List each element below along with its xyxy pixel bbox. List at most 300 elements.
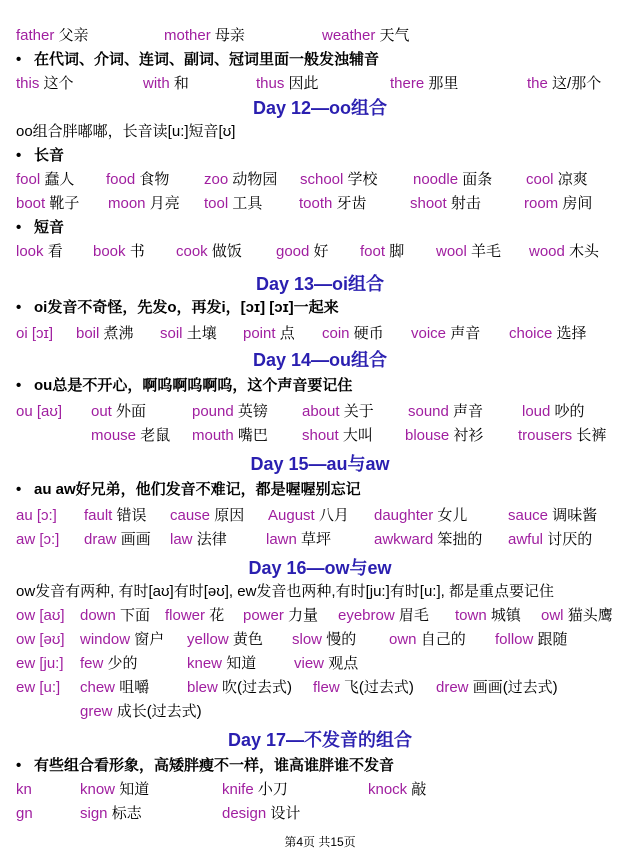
english-word: boil — [76, 325, 100, 342]
word-entry — [91, 400, 146, 424]
bullet-line — [0, 48, 640, 72]
word-row — [0, 628, 640, 652]
english-word: knew — [187, 655, 223, 672]
chinese-meaning: 女儿 — [437, 507, 468, 524]
word-entry — [80, 628, 164, 652]
section-title: Day 16—ow与ew — [248, 558, 392, 578]
english-word: food — [106, 171, 136, 188]
english-word: lawn — [266, 531, 297, 548]
english-word: this — [16, 75, 40, 92]
bullet-text: ou总是不开心，啊呜啊呜啊呜，这个声音要记住 — [34, 377, 353, 394]
bullet-icon: • — [16, 377, 22, 394]
english-word: school — [300, 171, 344, 188]
chinese-meaning: 长裤 — [576, 427, 607, 444]
english-word: trousers — [518, 427, 573, 444]
word-row — [0, 168, 640, 192]
chinese-meaning: 蠢人 — [44, 171, 75, 188]
chinese-meaning: 关于 — [343, 403, 374, 420]
word-entry — [522, 400, 585, 424]
chinese-meaning: 笨拙的 — [437, 531, 483, 548]
english-word: owl — [541, 607, 564, 624]
chinese-meaning: 力量 — [288, 607, 319, 624]
bullet-icon: • — [16, 51, 22, 68]
english-word: cause — [170, 507, 211, 524]
english-word: wool — [436, 243, 467, 260]
chinese-meaning: 跟随 — [537, 631, 568, 648]
word-entry — [411, 322, 480, 346]
english-word: there — [390, 75, 425, 92]
bullet-text: 短音 — [34, 219, 65, 236]
word-entry — [108, 192, 180, 216]
bullet-line — [0, 296, 640, 320]
english-word: cook — [176, 243, 208, 260]
section-title: Day 12—oo组合 — [252, 98, 388, 118]
english-word: view — [294, 655, 325, 672]
word-row — [0, 700, 640, 724]
chinese-meaning: 小刀 — [257, 781, 288, 798]
english-word: good — [276, 243, 310, 260]
word-entry — [374, 504, 467, 528]
bullet-icon: • — [16, 219, 22, 236]
chinese-meaning: 动物园 — [232, 171, 278, 188]
chinese-meaning: 点 — [279, 325, 295, 342]
chinese-meaning: 猫头鹰 — [567, 607, 613, 624]
english-word: kn — [16, 781, 32, 798]
chinese-meaning: 调味酱 — [552, 507, 598, 524]
chinese-meaning: 看 — [47, 243, 63, 260]
english-word: slow — [292, 631, 323, 648]
word-entry — [302, 400, 374, 424]
english-word: pound — [192, 403, 234, 420]
english-word: au [ɔ:] — [16, 507, 57, 524]
english-word: gn — [16, 805, 33, 822]
english-word: daughter — [374, 507, 434, 524]
word-entry — [16, 168, 74, 192]
word-entry — [204, 168, 277, 192]
word-row — [0, 72, 640, 96]
english-word: ew [u:] — [16, 679, 61, 696]
word-entry — [495, 628, 568, 652]
word-row — [0, 504, 640, 528]
english-word: yellow — [187, 631, 229, 648]
english-word: own — [389, 631, 417, 648]
word-entry — [526, 168, 588, 192]
word-entry — [80, 676, 149, 700]
word-row — [0, 24, 640, 48]
word-entry — [16, 652, 64, 676]
chinese-meaning: 观点 — [328, 655, 359, 672]
word-entry — [527, 72, 601, 96]
english-word: tooth — [299, 195, 333, 212]
english-word: ou [aʊ] — [16, 403, 63, 420]
english-word: down — [80, 607, 116, 624]
chinese-meaning: 窗户 — [134, 631, 165, 648]
english-word: thus — [256, 75, 285, 92]
word-entry — [16, 400, 62, 424]
chinese-meaning: 老鼠 — [140, 427, 171, 444]
word-entry — [268, 504, 349, 528]
page-footer: 第4页 共15页 — [284, 835, 356, 849]
bullet-line — [0, 144, 640, 168]
word-row — [0, 778, 640, 802]
chinese-meaning: 咀嚼 — [119, 679, 150, 696]
word-entry — [436, 676, 558, 700]
english-word: blew — [187, 679, 218, 696]
english-word: law — [170, 531, 193, 548]
word-entry — [389, 628, 466, 652]
word-entry — [299, 192, 367, 216]
english-word: voice — [411, 325, 447, 342]
word-entry — [170, 528, 227, 552]
bullet-line — [0, 754, 640, 778]
chinese-meaning: 牙齿 — [336, 195, 367, 212]
english-word: design — [222, 805, 267, 822]
chinese-meaning: 讨厌的 — [547, 531, 593, 548]
bullet-text: 在代词、介词、连词、副词、冠词里面一般发浊辅音 — [34, 51, 380, 68]
word-entry — [16, 504, 57, 528]
chinese-meaning: 因此 — [288, 75, 319, 92]
chinese-meaning: 设计 — [270, 805, 301, 822]
note-line — [0, 120, 640, 144]
english-word: fool — [16, 171, 41, 188]
bullet-icon: • — [16, 757, 22, 774]
word-entry — [368, 778, 426, 802]
chinese-meaning: 书 — [129, 243, 145, 260]
word-entry — [106, 168, 169, 192]
chinese-meaning: 天气 — [379, 27, 410, 44]
english-word: follow — [495, 631, 534, 648]
word-entry — [80, 652, 138, 676]
chinese-meaning: 下面 — [120, 607, 151, 624]
note-line — [0, 580, 640, 604]
chinese-meaning: 大叫 — [342, 427, 373, 444]
chinese-meaning: 画画(过去式) — [472, 679, 558, 696]
english-word: drew — [436, 679, 469, 696]
bullet-text: oi发音不奇怪，先发o，再发i，[ɔɪ] [ɔɪ]一起来 — [34, 299, 339, 316]
bullet-icon: • — [16, 147, 22, 164]
word-entry — [204, 192, 262, 216]
bullet-icon: • — [16, 299, 22, 316]
word-entry — [256, 72, 319, 96]
word-entry — [187, 652, 256, 676]
chinese-meaning: 面条 — [462, 171, 493, 188]
word-entry — [91, 424, 170, 448]
english-word: blouse — [405, 427, 450, 444]
word-entry — [313, 676, 414, 700]
word-entry — [76, 322, 134, 346]
word-entry — [80, 778, 149, 802]
word-entry — [508, 504, 597, 528]
word-row — [0, 604, 640, 628]
word-entry — [84, 504, 147, 528]
word-entry — [405, 424, 483, 448]
english-word: moon — [108, 195, 146, 212]
word-entry — [322, 24, 410, 48]
english-word: with — [143, 75, 170, 92]
english-word: choice — [509, 325, 553, 342]
chinese-meaning: 慢的 — [326, 631, 357, 648]
word-entry — [338, 604, 429, 628]
chinese-meaning: 月亮 — [149, 195, 180, 212]
english-word: sign — [80, 805, 108, 822]
word-entry — [410, 192, 481, 216]
english-word: point — [243, 325, 276, 342]
chinese-meaning: 这/那个 — [552, 75, 602, 92]
english-word: mouth — [192, 427, 234, 444]
word-entry — [192, 400, 268, 424]
word-row — [0, 240, 640, 264]
english-word: noodle — [413, 171, 459, 188]
bullet-line — [0, 478, 640, 502]
english-word: fault — [84, 507, 113, 524]
word-entry — [243, 604, 318, 628]
word-entry — [390, 72, 458, 96]
word-entry — [509, 322, 587, 346]
english-word: about — [302, 403, 340, 420]
word-entry — [529, 240, 599, 264]
english-word: ow [əʊ] — [16, 631, 65, 648]
chinese-meaning: 硬币 — [353, 325, 384, 342]
chinese-meaning: 学校 — [347, 171, 378, 188]
word-entry — [170, 504, 244, 528]
chinese-meaning: 黄色 — [232, 631, 263, 648]
word-entry — [300, 168, 378, 192]
english-word: book — [93, 243, 126, 260]
chinese-meaning: 声音 — [453, 403, 484, 420]
section-title: Day 15—au与aw — [250, 454, 390, 474]
word-entry — [80, 802, 142, 826]
word-entry — [16, 802, 33, 826]
english-word: aw [ɔ:] — [16, 531, 60, 548]
english-word: flower — [165, 607, 206, 624]
english-word: weather — [322, 27, 376, 44]
chinese-meaning: 眉毛 — [398, 607, 429, 624]
chinese-meaning: 做饭 — [211, 243, 242, 260]
chinese-meaning: 自己的 — [420, 631, 466, 648]
note-text: oo组合胖嘟嘟，长音读[u:]短音[ʊ] — [16, 123, 236, 140]
word-row — [0, 802, 640, 826]
bullet-text: 有些组合看形象，高矮胖瘦不一样，谁高谁胖谁不发音 — [34, 757, 395, 774]
english-word: loud — [522, 403, 551, 420]
word-row — [0, 400, 640, 424]
word-entry — [160, 322, 217, 346]
english-word: mother — [164, 27, 211, 44]
word-entry — [80, 700, 202, 724]
english-word: soil — [160, 325, 183, 342]
english-word: August — [268, 507, 315, 524]
chinese-meaning: 煮沸 — [103, 325, 134, 342]
word-entry — [84, 528, 151, 552]
section-title: Day 14—ou组合 — [252, 350, 388, 370]
english-word: oi [ɔɪ] — [16, 325, 54, 342]
english-word: know — [80, 781, 116, 798]
english-word: boot — [16, 195, 46, 212]
chinese-meaning: 敲 — [411, 781, 427, 798]
word-entry — [360, 240, 404, 264]
chinese-meaning: 那里 — [428, 75, 459, 92]
english-word: father — [16, 27, 55, 44]
english-word: ow [aʊ] — [16, 607, 65, 624]
chinese-meaning: 这个 — [43, 75, 74, 92]
english-word: wood — [529, 243, 565, 260]
word-entry — [222, 778, 288, 802]
section-title: Day 17—不发音的组合 — [227, 730, 413, 750]
english-word: tool — [204, 195, 229, 212]
chinese-meaning: 吹(过去式) — [222, 679, 293, 696]
chinese-meaning: 土壤 — [186, 325, 217, 342]
english-word: room — [524, 195, 559, 212]
word-entry — [292, 628, 356, 652]
word-entry — [16, 604, 65, 628]
chinese-meaning: 声音 — [450, 325, 481, 342]
bullet-text: 长音 — [34, 147, 65, 164]
word-entry — [165, 604, 224, 628]
english-word: draw — [84, 531, 117, 548]
word-entry — [413, 168, 492, 192]
english-word: coin — [322, 325, 350, 342]
word-entry — [16, 778, 32, 802]
chinese-meaning: 花 — [209, 607, 225, 624]
english-word: sound — [408, 403, 449, 420]
word-entry — [302, 424, 373, 448]
english-word: out — [91, 403, 112, 420]
chinese-meaning: 八月 — [318, 507, 349, 524]
chinese-meaning: 英镑 — [237, 403, 268, 420]
english-word: shout — [302, 427, 339, 444]
word-entry — [436, 240, 501, 264]
english-word: knock — [368, 781, 408, 798]
english-word: knife — [222, 781, 254, 798]
word-row — [0, 676, 640, 700]
chinese-meaning: 知道 — [119, 781, 150, 798]
chinese-meaning: 食物 — [139, 171, 170, 188]
word-entry — [93, 240, 145, 264]
word-entry — [541, 604, 613, 628]
chinese-meaning: 房间 — [562, 195, 593, 212]
english-word: sauce — [508, 507, 549, 524]
chinese-meaning: 法律 — [196, 531, 227, 548]
word-entry — [524, 192, 592, 216]
word-entry — [187, 628, 263, 652]
chinese-meaning: 凉爽 — [557, 171, 588, 188]
word-entry — [322, 322, 384, 346]
word-entry — [16, 322, 53, 346]
chinese-meaning: 标志 — [111, 805, 142, 822]
section-title: Day 13—oi组合 — [255, 274, 385, 294]
chinese-meaning: 飞(过去式) — [343, 679, 414, 696]
word-entry — [276, 240, 329, 264]
word-entry — [16, 72, 74, 96]
chinese-meaning: 母亲 — [214, 27, 245, 44]
word-entry — [374, 528, 482, 552]
english-word: foot — [360, 243, 386, 260]
english-word: window — [80, 631, 131, 648]
chinese-meaning: 父亲 — [58, 27, 89, 44]
english-word: flew — [313, 679, 340, 696]
chinese-meaning: 木头 — [569, 243, 600, 260]
word-entry — [16, 24, 89, 48]
chinese-meaning: 工具 — [232, 195, 263, 212]
bullet-text: au aw好兄弟，他们发音不难记，都是喔喔别忘记 — [34, 481, 361, 498]
chinese-meaning: 外面 — [116, 403, 147, 420]
word-row — [0, 424, 640, 448]
english-word: zoo — [204, 171, 229, 188]
note-text: ow发音有两种, 有时[aʊ]有时[əʊ], ew发音也两种,有时[ju:]有时[u:], 都是重点要记住 — [16, 583, 554, 600]
english-word: the — [527, 75, 548, 92]
word-entry — [518, 424, 606, 448]
english-word: ew [ju:] — [16, 655, 64, 672]
word-entry — [508, 528, 592, 552]
chinese-meaning: 和 — [173, 75, 189, 92]
english-word: awful — [508, 531, 544, 548]
chinese-meaning: 少的 — [107, 655, 138, 672]
word-entry — [455, 604, 521, 628]
english-word: grew — [80, 703, 113, 720]
word-row — [0, 322, 640, 346]
chinese-meaning: 衬衫 — [453, 427, 484, 444]
word-entry — [16, 628, 65, 652]
word-entry — [243, 322, 295, 346]
chinese-meaning: 好 — [313, 243, 329, 260]
word-entry — [266, 528, 331, 552]
chinese-meaning: 成长(过去式) — [116, 703, 202, 720]
chinese-meaning: 射击 — [450, 195, 481, 212]
bullet-icon: • — [16, 481, 22, 498]
word-entry — [143, 72, 189, 96]
chinese-meaning: 选择 — [556, 325, 587, 342]
bullet-line — [0, 216, 640, 240]
word-entry — [187, 676, 292, 700]
chinese-meaning: 嘴巴 — [237, 427, 268, 444]
english-word: chew — [80, 679, 116, 696]
chinese-meaning: 脚 — [389, 243, 405, 260]
english-word: shoot — [410, 195, 447, 212]
chinese-meaning: 靴子 — [49, 195, 80, 212]
english-word: few — [80, 655, 104, 672]
english-word: eyebrow — [338, 607, 395, 624]
english-word: mouse — [91, 427, 137, 444]
chinese-meaning: 羊毛 — [471, 243, 502, 260]
word-row — [0, 652, 640, 676]
word-entry — [222, 802, 300, 826]
chinese-meaning: 草坪 — [301, 531, 332, 548]
word-entry — [16, 676, 60, 700]
word-entry — [408, 400, 483, 424]
english-word: awkward — [374, 531, 434, 548]
english-word: town — [455, 607, 487, 624]
chinese-meaning: 知道 — [226, 655, 257, 672]
english-word: power — [243, 607, 284, 624]
chinese-meaning: 画画 — [120, 531, 151, 548]
chinese-meaning: 吵的 — [554, 403, 585, 420]
chinese-meaning: 原因 — [214, 507, 245, 524]
word-entry — [164, 24, 245, 48]
word-entry — [16, 240, 63, 264]
word-entry — [80, 604, 150, 628]
english-word: cool — [526, 171, 554, 188]
word-entry — [16, 192, 79, 216]
word-entry — [16, 528, 59, 552]
word-row — [0, 192, 640, 216]
word-entry — [294, 652, 358, 676]
word-entry — [192, 424, 268, 448]
bullet-line — [0, 374, 640, 398]
word-row — [0, 528, 640, 552]
english-word: look — [16, 243, 44, 260]
chinese-meaning: 城镇 — [490, 607, 521, 624]
word-entry — [176, 240, 242, 264]
chinese-meaning: 错误 — [116, 507, 147, 524]
